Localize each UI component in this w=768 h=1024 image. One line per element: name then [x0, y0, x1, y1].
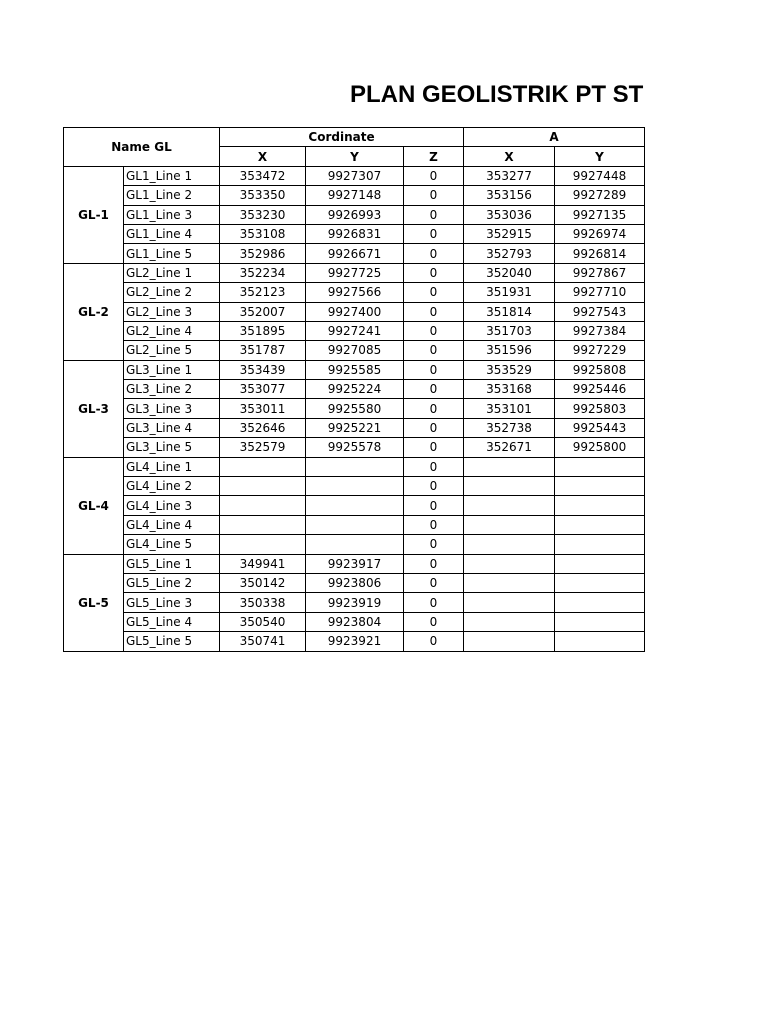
a-x-cell [464, 515, 555, 534]
line-name-cell: GL3_Line 3 [124, 399, 220, 418]
line-name-cell: GL2_Line 4 [124, 321, 220, 340]
coord-z-cell: 0 [404, 438, 464, 457]
coord-z-cell: 0 [404, 477, 464, 496]
coord-z-cell: 0 [404, 535, 464, 554]
coord-y-cell [306, 496, 404, 515]
coordinate-table [63, 127, 645, 652]
group-name-cell: GL-5 [64, 554, 124, 651]
a-x-cell: 352671 [464, 438, 555, 457]
coord-z-cell: 0 [404, 573, 464, 592]
coord-z-cell: 0 [404, 418, 464, 437]
line-name-cell: GL4_Line 5 [124, 535, 220, 554]
coord-x-cell: 351895 [220, 321, 306, 340]
group-name-cell: GL-2 [64, 263, 124, 360]
coord-z-cell: 0 [404, 554, 464, 573]
coord-y-cell [306, 457, 404, 476]
line-name-cell: GL1_Line 1 [124, 166, 220, 185]
group-name-cell: GL-1 [64, 166, 124, 263]
line-name-cell: GL3_Line 2 [124, 380, 220, 399]
a-y-cell [555, 457, 645, 476]
line-name-cell: GL5_Line 3 [124, 593, 220, 612]
a-y-cell: 9925803 [555, 399, 645, 418]
header-a-x: X [464, 147, 555, 166]
table-body [64, 128, 645, 652]
a-y-cell [555, 477, 645, 496]
header-a: A [464, 128, 645, 147]
coord-y-cell [306, 535, 404, 554]
a-y-cell [555, 496, 645, 515]
coord-x-cell: 353472 [220, 166, 306, 185]
a-x-cell: 353156 [464, 186, 555, 205]
coord-x-cell: 350142 [220, 573, 306, 592]
a-x-cell: 353036 [464, 205, 555, 224]
coord-x-cell: 353439 [220, 360, 306, 379]
table-row [64, 438, 645, 457]
coord-z-cell: 0 [404, 302, 464, 321]
a-x-cell: 351931 [464, 283, 555, 302]
line-name-cell: GL1_Line 4 [124, 224, 220, 243]
a-y-cell [555, 573, 645, 592]
table-row [64, 224, 645, 243]
a-y-cell: 9925443 [555, 418, 645, 437]
a-y-cell: 9927543 [555, 302, 645, 321]
a-x-cell: 353529 [464, 360, 555, 379]
a-y-cell: 9927229 [555, 341, 645, 360]
coord-x-cell: 352646 [220, 418, 306, 437]
coord-y-cell [306, 515, 404, 534]
coord-z-cell: 0 [404, 496, 464, 515]
a-y-cell: 9927448 [555, 166, 645, 185]
table-row [64, 380, 645, 399]
coord-z-cell: 0 [404, 632, 464, 651]
group-name-cell: GL-4 [64, 457, 124, 554]
coord-z-cell: 0 [404, 321, 464, 340]
line-name-cell: GL3_Line 5 [124, 438, 220, 457]
coord-y-cell: 9927400 [306, 302, 404, 321]
coord-y-cell: 9927566 [306, 283, 404, 302]
coord-z-cell: 0 [404, 380, 464, 399]
coord-x-cell [220, 496, 306, 515]
coord-x-cell: 352123 [220, 283, 306, 302]
coord-y-cell: 9927241 [306, 321, 404, 340]
a-y-cell: 9927867 [555, 263, 645, 282]
coord-z-cell: 0 [404, 341, 464, 360]
a-x-cell: 351703 [464, 321, 555, 340]
a-y-cell [555, 632, 645, 651]
table-row [64, 573, 645, 592]
page-title: PLAN GEOLISTRIK PT ST [350, 81, 644, 108]
table-row [64, 554, 645, 573]
line-name-cell: GL4_Line 4 [124, 515, 220, 534]
a-x-cell: 352738 [464, 418, 555, 437]
line-name-cell: GL1_Line 5 [124, 244, 220, 263]
a-y-cell [555, 535, 645, 554]
a-x-cell [464, 496, 555, 515]
a-x-cell [464, 477, 555, 496]
coord-y-cell: 9925585 [306, 360, 404, 379]
coord-z-cell: 0 [404, 263, 464, 282]
a-x-cell [464, 535, 555, 554]
coord-z-cell: 0 [404, 186, 464, 205]
a-x-cell: 352793 [464, 244, 555, 263]
coord-y-cell: 9925224 [306, 380, 404, 399]
coord-y-cell: 9925580 [306, 399, 404, 418]
header-x: X [220, 147, 306, 166]
line-name-cell: GL2_Line 3 [124, 302, 220, 321]
a-x-cell: 352915 [464, 224, 555, 243]
a-y-cell [555, 515, 645, 534]
a-y-cell: 9927135 [555, 205, 645, 224]
coord-x-cell [220, 477, 306, 496]
table-row [64, 535, 645, 554]
coord-x-cell [220, 515, 306, 534]
coord-x-cell: 352579 [220, 438, 306, 457]
table-row [64, 477, 645, 496]
coord-z-cell: 0 [404, 612, 464, 631]
line-name-cell: GL3_Line 1 [124, 360, 220, 379]
table-row [64, 632, 645, 651]
line-name-cell: GL2_Line 5 [124, 341, 220, 360]
table-row [64, 418, 645, 437]
a-y-cell: 9925446 [555, 380, 645, 399]
header-row-1 [64, 128, 645, 147]
coord-x-cell: 351787 [220, 341, 306, 360]
coord-y-cell: 9923806 [306, 573, 404, 592]
table-row [64, 515, 645, 534]
coord-x-cell [220, 457, 306, 476]
coord-x-cell: 349941 [220, 554, 306, 573]
a-y-cell: 9927384 [555, 321, 645, 340]
table-row [64, 302, 645, 321]
coord-x-cell: 353077 [220, 380, 306, 399]
table-row [64, 205, 645, 224]
coord-z-cell: 0 [404, 457, 464, 476]
coord-z-cell: 0 [404, 205, 464, 224]
a-y-cell: 9925800 [555, 438, 645, 457]
line-name-cell: GL2_Line 1 [124, 263, 220, 282]
a-y-cell [555, 612, 645, 631]
coord-x-cell: 353350 [220, 186, 306, 205]
line-name-cell: GL5_Line 5 [124, 632, 220, 651]
a-x-cell [464, 593, 555, 612]
coord-x-cell: 352986 [220, 244, 306, 263]
a-y-cell: 9925808 [555, 360, 645, 379]
a-x-cell: 351596 [464, 341, 555, 360]
coord-y-cell: 9926671 [306, 244, 404, 263]
coord-x-cell: 350338 [220, 593, 306, 612]
table-row [64, 360, 645, 379]
coord-x-cell: 352007 [220, 302, 306, 321]
header-a-y: Y [555, 147, 645, 166]
header-z: Z [404, 147, 464, 166]
table-row [64, 283, 645, 302]
a-x-cell: 353101 [464, 399, 555, 418]
line-name-cell: GL1_Line 2 [124, 186, 220, 205]
table-row [64, 399, 645, 418]
a-y-cell: 9927710 [555, 283, 645, 302]
coord-y-cell: 9925578 [306, 438, 404, 457]
line-name-cell: GL4_Line 1 [124, 457, 220, 476]
table-row [64, 166, 645, 185]
coord-z-cell: 0 [404, 283, 464, 302]
table-row [64, 341, 645, 360]
table-row [64, 321, 645, 340]
a-y-cell: 9926814 [555, 244, 645, 263]
coord-y-cell: 9927307 [306, 166, 404, 185]
a-x-cell [464, 612, 555, 631]
coord-z-cell: 0 [404, 515, 464, 534]
coord-z-cell: 0 [404, 166, 464, 185]
coord-x-cell: 350540 [220, 612, 306, 631]
a-x-cell: 351814 [464, 302, 555, 321]
coord-y-cell: 9926831 [306, 224, 404, 243]
a-y-cell [555, 593, 645, 612]
coord-x-cell: 350741 [220, 632, 306, 651]
a-x-cell: 352040 [464, 263, 555, 282]
table-row [64, 186, 645, 205]
a-x-cell: 353168 [464, 380, 555, 399]
table-row [64, 612, 645, 631]
coord-x-cell: 353011 [220, 399, 306, 418]
coord-z-cell: 0 [404, 399, 464, 418]
a-x-cell [464, 632, 555, 651]
header-name-gl: Name GL [64, 128, 220, 167]
coord-x-cell: 353108 [220, 224, 306, 243]
a-y-cell: 9927289 [555, 186, 645, 205]
line-name-cell: GL1_Line 3 [124, 205, 220, 224]
a-y-cell [555, 554, 645, 573]
coord-y-cell: 9923804 [306, 612, 404, 631]
table-row [64, 457, 645, 476]
coord-z-cell: 0 [404, 360, 464, 379]
coord-z-cell: 0 [404, 224, 464, 243]
coord-y-cell: 9927085 [306, 341, 404, 360]
a-y-cell: 9926974 [555, 224, 645, 243]
table-row [64, 244, 645, 263]
coord-y-cell [306, 477, 404, 496]
header-cordinate: Cordinate [220, 128, 464, 147]
table-row [64, 496, 645, 515]
a-x-cell [464, 457, 555, 476]
coord-x-cell: 352234 [220, 263, 306, 282]
coord-y-cell: 9925221 [306, 418, 404, 437]
header-y: Y [306, 147, 404, 166]
line-name-cell: GL5_Line 4 [124, 612, 220, 631]
line-name-cell: GL3_Line 4 [124, 418, 220, 437]
line-name-cell: GL4_Line 3 [124, 496, 220, 515]
line-name-cell: GL5_Line 1 [124, 554, 220, 573]
table-row [64, 263, 645, 282]
line-name-cell: GL4_Line 2 [124, 477, 220, 496]
coord-x-cell [220, 535, 306, 554]
line-name-cell: GL5_Line 2 [124, 573, 220, 592]
a-x-cell: 353277 [464, 166, 555, 185]
line-name-cell: GL2_Line 2 [124, 283, 220, 302]
coord-y-cell: 9926993 [306, 205, 404, 224]
coord-y-cell: 9927725 [306, 263, 404, 282]
table-row [64, 593, 645, 612]
group-name-cell: GL-3 [64, 360, 124, 457]
coord-z-cell: 0 [404, 244, 464, 263]
coord-x-cell: 353230 [220, 205, 306, 224]
coord-y-cell: 9923917 [306, 554, 404, 573]
coord-y-cell: 9923919 [306, 593, 404, 612]
coord-z-cell: 0 [404, 593, 464, 612]
a-x-cell [464, 573, 555, 592]
coord-y-cell: 9927148 [306, 186, 404, 205]
a-x-cell [464, 554, 555, 573]
coord-y-cell: 9923921 [306, 632, 404, 651]
